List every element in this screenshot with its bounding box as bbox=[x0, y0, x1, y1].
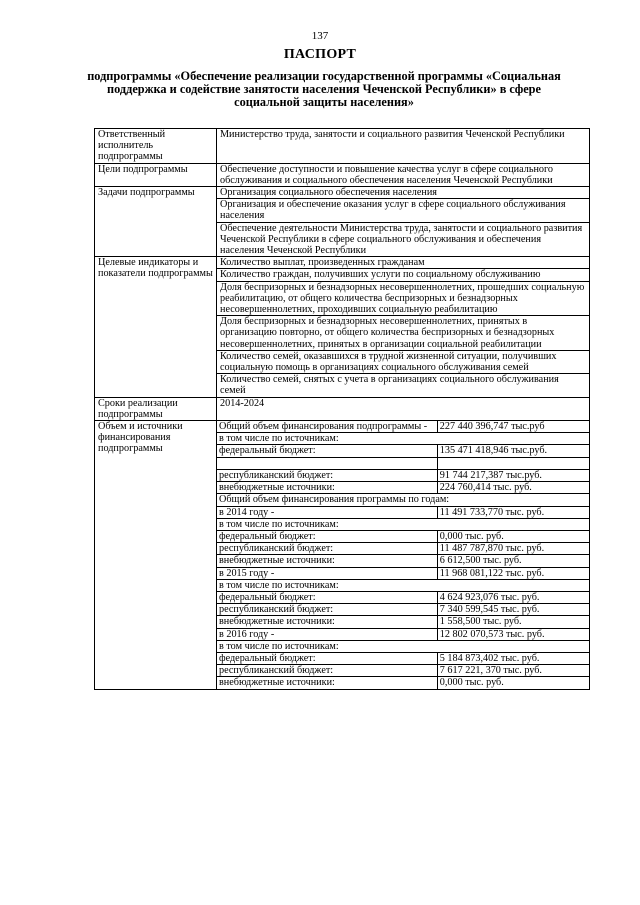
row-terms bbox=[95, 397, 590, 420]
finance-label: республиканский бюджет: bbox=[217, 543, 437, 555]
finance-row bbox=[217, 543, 589, 555]
finance-label: в 2015 году - bbox=[217, 567, 437, 579]
list-item: Количество семей, оказавшихся в трудной жизненной ситуации, получивших социальную помощь в организациях социального обслуживания семей bbox=[217, 351, 589, 374]
finance-label bbox=[217, 457, 437, 469]
finance-label: в том числе по источникам: bbox=[217, 640, 589, 652]
finance-value: 91 744 217,387 тыс.руб. bbox=[437, 469, 589, 481]
page-number: 137 bbox=[311, 30, 329, 42]
row-label: Целевые индикаторы и показатели подпрограммы bbox=[95, 257, 217, 397]
finance-label: в 2014 году - bbox=[217, 506, 437, 518]
finance-row bbox=[217, 494, 589, 506]
tasks-list bbox=[217, 187, 590, 257]
finance-value: 227 440 396,747 тыс.руб bbox=[437, 421, 589, 433]
list-item: Количество граждан, получивших услуги по социальному обслуживанию bbox=[217, 269, 589, 281]
row-executor bbox=[95, 129, 590, 164]
finance-label: в том числе по источникам: bbox=[217, 433, 589, 445]
finance-value: 11 491 733,770 тыс. руб. bbox=[437, 506, 589, 518]
list-item: Доля беспризорных и безнадзорных несовершеннолетних, принятых в организацию повторно, от общего количества беспризорных и безнадзорных несовершеннолетних, принятых в организации социальной реабилитации bbox=[217, 316, 589, 351]
finance-label: Общий объем финансирования программы по годам: bbox=[217, 494, 589, 506]
row-label: Ответственный исполнитель подпрограммы bbox=[95, 129, 217, 164]
finance-label: республиканский бюджет: bbox=[217, 665, 437, 677]
finance-row bbox=[217, 567, 589, 579]
finance-value: 6 612,500 тыс. руб. bbox=[437, 555, 589, 567]
row-indicators bbox=[95, 257, 590, 397]
finance-value: 1 558,500 тыс. руб. bbox=[437, 616, 589, 628]
finance-row bbox=[217, 469, 589, 481]
finance-row bbox=[217, 628, 589, 640]
finance-value: 135 471 418,946 тыс.руб. bbox=[437, 445, 589, 457]
finance-row bbox=[217, 445, 589, 457]
finance-value: 7 340 599,545 тыс. руб. bbox=[437, 604, 589, 616]
finance-value: 11 487 787,870 тыс. руб. bbox=[437, 543, 589, 555]
finance-label: внебюджетные источники: bbox=[217, 616, 437, 628]
finance-row bbox=[217, 640, 589, 652]
finance-label: федеральный бюджет: bbox=[217, 652, 437, 664]
finance-value: 7 617 221, 370 тыс. руб. bbox=[437, 665, 589, 677]
finance-label: в 2016 году - bbox=[217, 628, 437, 640]
finance-row bbox=[217, 665, 589, 677]
finance-row bbox=[217, 604, 589, 616]
row-label: Объем и источники финансирования подпрограммы bbox=[95, 421, 217, 689]
finance-table bbox=[217, 421, 589, 688]
finance-label: федеральный бюджет: bbox=[217, 591, 437, 603]
list-item: Количество семей, снятых с учета в организациях социального обслуживания семей bbox=[220, 374, 559, 397]
finance-value bbox=[437, 457, 589, 469]
document-subtitle: подпрограммы «Обеспечение реализации государственной программы «Социальная поддержка и содействие занятости населения Чеченской Республики» в сфере социальной защиты населения» bbox=[87, 69, 561, 109]
finance-row bbox=[217, 579, 589, 591]
finance-value: 0,000 тыс. руб. bbox=[437, 677, 589, 689]
finance-label: республиканский бюджет: bbox=[217, 469, 437, 481]
finance-row bbox=[217, 482, 589, 494]
finance-label: внебюджетные источники: bbox=[217, 482, 437, 494]
finance-label: в том числе по источникам: bbox=[217, 518, 589, 530]
finance-cell bbox=[217, 421, 590, 689]
row-tasks bbox=[95, 187, 590, 257]
list-item: Организация социального обеспечения населения bbox=[217, 187, 589, 199]
finance-label: внебюджетные источники: bbox=[219, 677, 335, 689]
finance-label: республиканский бюджет: bbox=[217, 604, 437, 616]
row-value: Обеспечение доступности и повышение качества услуг в сфере социального обслуживания и социального обеспечения населения Чеченской Республики bbox=[217, 163, 590, 186]
finance-row bbox=[217, 518, 589, 530]
finance-value: 4 624 923,076 тыс. руб. bbox=[437, 591, 589, 603]
passport-table bbox=[94, 128, 590, 690]
finance-row bbox=[217, 555, 589, 567]
document-title: ПАСПОРТ bbox=[283, 47, 357, 62]
finance-value: 224 760,414 тыс. руб. bbox=[437, 482, 589, 494]
finance-label: Общий объем финансирования подпрограммы - bbox=[217, 421, 437, 433]
row-finance bbox=[95, 421, 590, 689]
finance-label: внебюджетные источники: bbox=[217, 555, 437, 567]
list-item: Доля беспризорных и безнадзорных несовершеннолетних, прошедших социальную реабилитацию, от общего количества беспризорных и безнадзорных несовершеннолетних, проходивших социальную реабилитацию bbox=[217, 282, 589, 317]
finance-value: 12 802 070,573 тыс. руб. bbox=[437, 628, 589, 640]
list-item: Организация и обеспечение оказания услуг в сфере социального обслуживания населения bbox=[217, 199, 589, 222]
finance-row bbox=[217, 457, 589, 469]
row-label: Задачи подпрограммы bbox=[95, 187, 217, 257]
row-label: Сроки реализации подпрограммы bbox=[95, 397, 217, 420]
finance-label: федеральный бюджет: bbox=[217, 445, 437, 457]
finance-row bbox=[217, 591, 589, 603]
row-value: Министерство труда, занятости и социального развития Чеченской Республики bbox=[217, 129, 590, 164]
finance-row bbox=[217, 506, 589, 518]
finance-row bbox=[217, 433, 589, 445]
row-goals bbox=[95, 163, 590, 186]
finance-row bbox=[217, 677, 589, 689]
finance-value: 5 184 873,402 тыс. руб. bbox=[437, 652, 589, 664]
finance-value: 11 968 081,122 тыс. руб. bbox=[437, 567, 589, 579]
indicators-list bbox=[217, 257, 590, 397]
finance-row bbox=[217, 652, 589, 664]
finance-row bbox=[217, 616, 589, 628]
row-value: 2014-2024 bbox=[217, 397, 590, 420]
finance-row bbox=[217, 421, 589, 433]
list-item: Количество выплат, произведенных гражданам bbox=[217, 257, 589, 269]
finance-row bbox=[217, 530, 589, 542]
row-label: Цели подпрограммы bbox=[95, 163, 217, 186]
finance-label: в том числе по источникам: bbox=[217, 579, 589, 591]
list-item: Обеспечение деятельности Министерства труда, занятости и социального развития Чеченской Республики в сфере социального обслуживания и обеспечения населения Чеченской Республики bbox=[220, 222, 583, 257]
finance-label: федеральный бюджет: bbox=[217, 530, 437, 542]
finance-value: 0,000 тыс. руб. bbox=[437, 530, 589, 542]
